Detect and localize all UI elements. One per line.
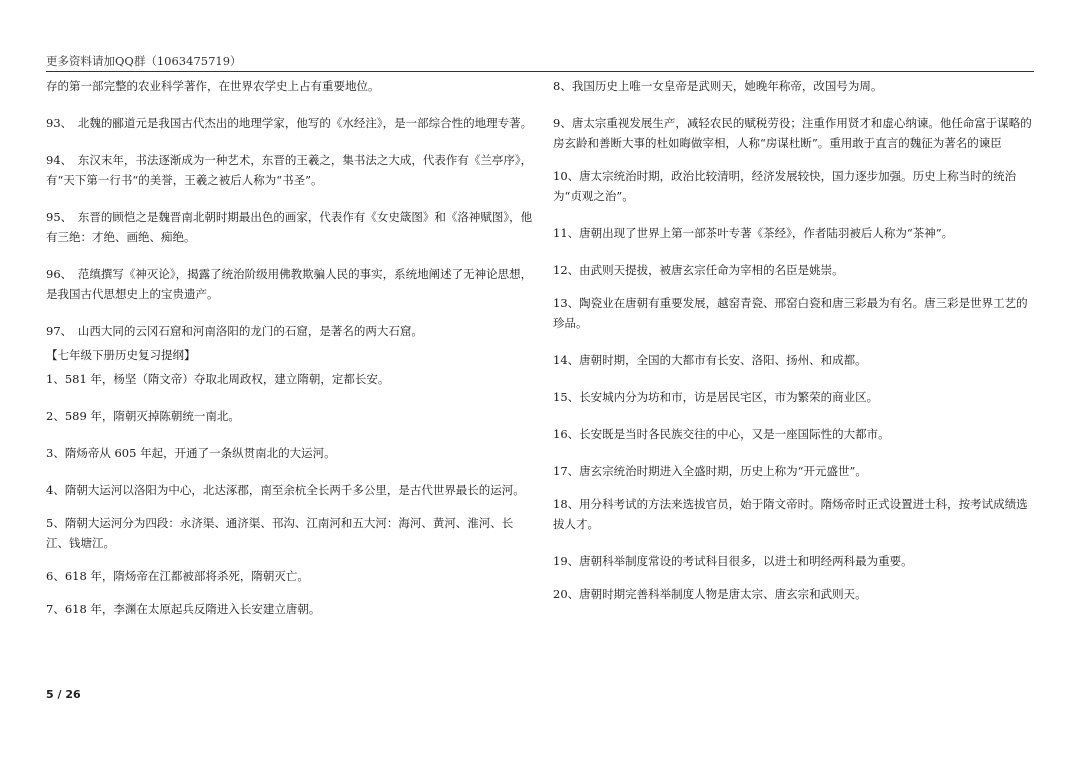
right-column [553,76,1037,604]
paragraph: 10、唐太宗统治时期，政治比较清明，经济发展较快，国力逐步加强。历史上称当时的统治为“贞观之治”。 [553,169,1017,203]
paragraph: 97、 山西大同的云冈石窟和河南洛阳的龙门的石窟，是著名的两大石窟。 [46,324,423,338]
paragraph: 16、长安既是当时各民族交往的中心，又是一座国际性的大都市。 [553,427,890,441]
paragraph: 4、隋朝大运河以洛阳为中心，北达涿郡，南至余杭全长两千多公里，是古代世界最长的运河。 [46,483,525,497]
left-column [46,76,534,619]
paragraph: 15、长安城内分为坊和市，访是居民宅区，市为繁荣的商业区。 [553,390,879,404]
section-heading: 【七年级下册历史复习提纲】 [46,348,196,362]
paragraph: 13、陶瓷业在唐朝有重要发展，越窑青瓷、邢窑白瓷和唐三彩最为有名。唐三彩是世界工艺的珍品。 [553,296,1028,330]
paragraph: 19、唐朝科举制度常设的考试科目很多，以进士和明经两科最为重要。 [553,554,913,568]
paragraph: 94、 东汉末年，书法逐渐成为一种艺术，东晋的王羲之，集书法之大成，代表作有《兰亭序》，有“天下第一行书“的美誉，王羲之被后人称为“书圣”。 [46,153,533,187]
paragraph: 11、唐朝出现了世界上第一部茶叶专著《茶经》，作者陆羽被后人称为“茶神”。 [553,226,954,240]
paragraph: 存的第一部完整的农业科学著作，在世界农学史上占有重要地位。 [46,79,380,93]
paragraph: 95、 东晋的顾恺之是魏晋南北朝时期最出色的画家，代表作有《女史箴图》和《洛神赋图》，他有三绝：才绝、画绝、痴绝。 [46,210,533,244]
paragraph: 20、唐朝时期完善科举制度人物是唐太宗、唐玄宗和武则天。 [553,587,867,601]
header-divider [46,71,1034,72]
page-header: 更多资料请加QQ群（1063475719） [46,54,242,68]
paragraph: 5、隋朝大运河分为四段：永济渠、通济渠、邗沟、江南河和五大河：海河、黄河、淮河、长江、钱塘江。 [46,516,514,550]
paragraph: 93、 北魏的郦道元是我国古代杰出的地理学家，他写的《水经注》，是一部综合性的地理专著。 [46,116,533,130]
paragraph: 17、唐玄宗统治时期进入全盛时期，历史上称为“开元盛世”。 [553,464,867,478]
paragraph: 8、我国历史上唯一女皇帝是武则天，她晚年称帝，改国号为周。 [553,79,883,93]
paragraph: 96、 范缜撰写《神灭论》，揭露了统治阶级用佛教欺骗人民的事实，系统地阐述了无神论思想，是我国古代思想史上的宝贵遗产。 [46,267,533,301]
paragraph: 1、581 年，杨坚（隋文帝）夺取北周政权，建立隋朝，定都长安。 [46,372,390,386]
paragraph: 3、隋炀帝从 605 年起，开通了一条纵贯南北的大运河。 [46,446,336,460]
paragraph: 12、由武则天提拔，被唐玄宗任命为宰相的名臣是姚崇。 [553,263,844,277]
paragraph: 2、589 年，隋朝灭掉陈朝统一南北。 [46,409,240,423]
paragraph: 18、用分科考试的方法来选拔官员，始于隋文帝时。隋炀帝时正式设置进士科，按考试成绩选拔人才。 [553,497,1028,531]
paragraph: 6、618 年，隋炀帝在江都被部将杀死，隋朝灭亡。 [46,569,309,583]
page-number: 5 / 26 [46,688,81,701]
paragraph: 9、唐太宗重视发展生产，减轻农民的赋税劳役；注重作用贤才和虚心纳谏。他任命富于谋略的房玄龄和善断大事的杜如晦做宰相，人称“房谋杜断”。重用敢于直言的魏征为著名的谏臣 [553,116,1032,150]
paragraph: 14、唐朝时期，全国的大都市有长安、洛阳、扬州、和成都。 [553,353,867,367]
paragraph: 7、618 年，李渊在太原起兵反隋进入长安建立唐朝。 [46,602,321,616]
